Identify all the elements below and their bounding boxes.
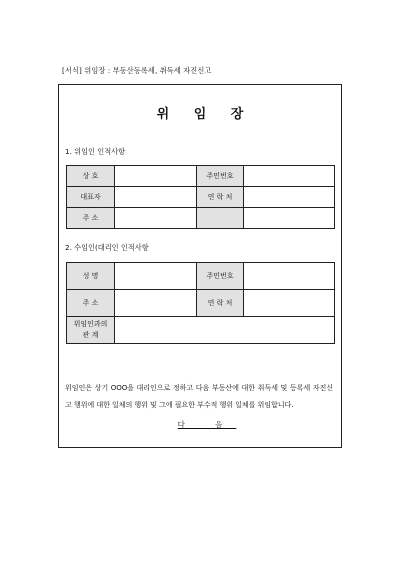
delegate-name-field[interactable] — [115, 263, 197, 290]
form-title: 위 임 장 — [156, 107, 254, 122]
delegator-info-table — [66, 165, 335, 229]
label-cell: 주민번호 — [197, 263, 244, 290]
footer-heading — [59, 419, 341, 430]
table-row — [67, 166, 335, 187]
relation-label-line2: 관 계 — [82, 331, 99, 339]
delegate-resident-number-field[interactable] — [244, 263, 335, 290]
label-cell: 주 소 — [67, 290, 115, 317]
table-row — [67, 187, 335, 208]
section1-heading: 1. 위임인 인적사항 — [65, 147, 126, 156]
label-cell: 주 소 — [67, 208, 115, 229]
footer-text: 다 음 — [177, 420, 237, 429]
company-name-field[interactable] — [115, 166, 197, 187]
address-field[interactable] — [115, 208, 197, 229]
table-row — [67, 290, 335, 317]
label-cell: 상 호 — [67, 166, 115, 187]
contact-field[interactable] — [244, 187, 335, 208]
label-cell: 주민번호 — [197, 166, 244, 187]
label-cell: 연 락 처 — [197, 290, 244, 317]
label-cell: 성 명 — [67, 263, 115, 290]
label-cell: 대표자 — [67, 187, 115, 208]
relation-field[interactable] — [115, 317, 335, 344]
relation-label-cell — [67, 317, 115, 344]
representative-field[interactable] — [115, 187, 197, 208]
empty-label-cell — [197, 208, 244, 229]
delegation-statement: 위임인은 상기 OOO을 대리인으로 정하고 다음 부동산에 대한 취득세 및 등록세 자진신고 행위에 대한 일체의 행위 및 그에 필요한 부수적 행위 일체를 위임합니다. — [65, 383, 333, 409]
delegation-form — [58, 84, 342, 448]
address-field-extra[interactable] — [244, 208, 335, 229]
section2-heading: 2. 수임인(대리인 인적사항 — [65, 243, 149, 252]
delegate-info-table — [66, 262, 335, 344]
relation-label-line1: 위임인과의 — [73, 320, 108, 328]
table-row — [67, 317, 335, 344]
table-row — [67, 208, 335, 229]
label-cell: 연 락 처 — [197, 187, 244, 208]
table-row — [67, 263, 335, 290]
delegate-address-field[interactable] — [115, 290, 197, 317]
form-caption: [서식] 위임장 : 부동산등록세, 취득세 자진신고 — [62, 66, 212, 75]
resident-number-field[interactable] — [244, 166, 335, 187]
delegate-contact-field[interactable] — [244, 290, 335, 317]
